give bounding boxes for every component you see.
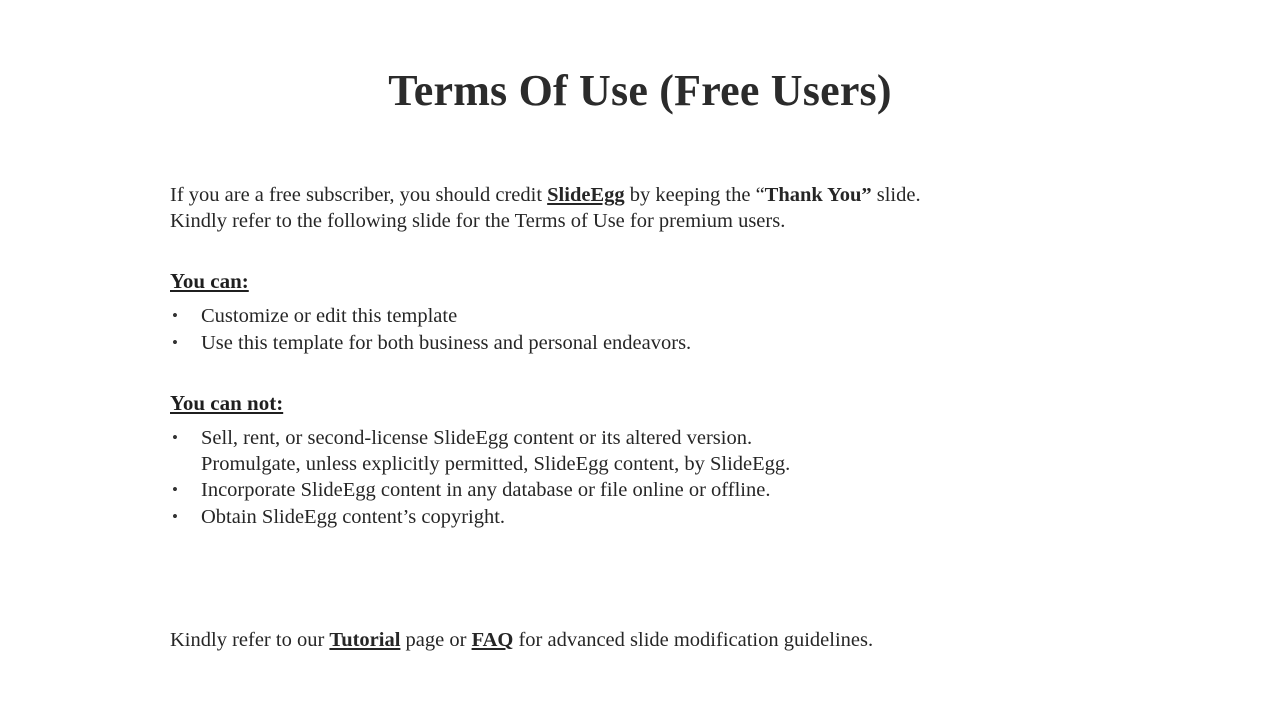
you-can-not-heading: You can not: [170,391,284,416]
slideegg-link[interactable]: SlideEgg [547,184,625,206]
page-title: Terms Of Use (Free Users) [388,66,892,115]
list-item-label: Incorporate SlideEgg content in any database or file online or offline. [201,479,771,502]
list-item [170,426,1170,477]
you-can-heading: You can: [170,269,249,293]
intro-line-2: Kindly refer to the following slide for the Terms of Use for premium users. [170,210,786,232]
list-item [170,505,1170,531]
list-item-label: Sell, rent, or second-license SlideEgg content or its altered version. [201,427,753,450]
bullet-icon: • [172,332,178,352]
bullet-icon: • [172,506,178,526]
thank-you-emphasis: Thank You” [764,184,872,206]
bullet-icon: • [172,306,178,325]
tutorial-link[interactable]: Tutorial [329,629,401,651]
list-item [170,331,1170,357]
intro-line-1 [170,182,1170,208]
footer-text-1: Kindly refer to our [170,629,330,651]
list-item [170,478,1170,504]
list-item-label: Use this template for both business and personal endeavors. [201,331,692,354]
intro-text-2: by keeping the “ [624,184,765,206]
intro-paragraph [170,182,1170,234]
you-can-list [170,304,1170,356]
footer-text-2: page or [400,629,472,651]
intro-text-1: If you are a free subscriber, you should credit [170,184,548,206]
footer-text-3: for advanced slide modification guidelines. [513,629,874,651]
bullet-icon: • [172,428,178,448]
footer-note [170,626,1220,654]
list-item-label: Customize or edit this template [201,305,458,327]
list-item [170,304,1170,330]
bullet-icon: • [172,480,178,500]
you-can-not-list [170,426,1170,530]
slide-body [170,182,1170,532]
list-item-label: Obtain SlideEgg content’s copyright. [201,505,506,528]
list-item-sub-label: Promulgate, unless explicitly permitted, SlideEgg content, by SlideEgg. [201,452,791,475]
intro-text-3: slide. [871,184,921,206]
faq-link[interactable]: FAQ [471,629,514,651]
